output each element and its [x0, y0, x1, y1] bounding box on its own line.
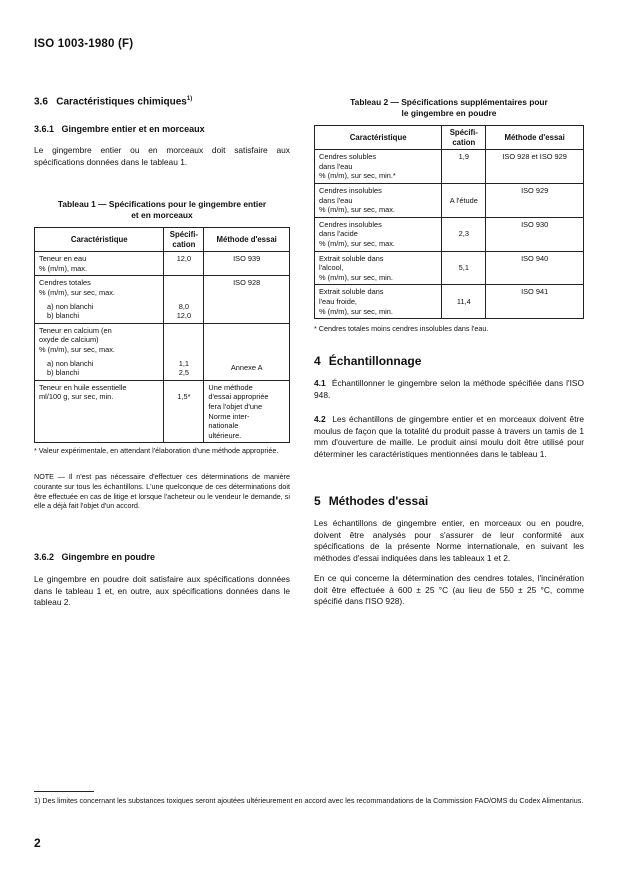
method-cell: ISO 941: [486, 285, 584, 319]
section-4-heading: [314, 354, 421, 368]
section-title: Échantillonnage: [328, 354, 422, 368]
cell-line: Norme inter-: [208, 411, 250, 421]
title-line: et en morceaux: [131, 210, 193, 220]
cell-line: 1,1: [178, 358, 190, 368]
method-cell: ISO 928 et ISO 929: [486, 150, 584, 184]
spec-cell: 5,1: [442, 251, 486, 285]
table-row: [315, 183, 584, 217]
section-title: Caractéristiques chimiques: [56, 96, 187, 108]
characteristic-cell: [35, 380, 164, 443]
spec-cell: 1,9: [442, 150, 486, 184]
cell-line: Une méthode: [208, 382, 253, 392]
section-5-heading: [314, 494, 428, 508]
section-3-6-heading: [34, 96, 192, 107]
cell-line: ml/100 g, sur sec, min.: [39, 392, 114, 402]
characteristic-cell: [315, 285, 442, 319]
characteristic-cell: [35, 323, 164, 380]
cell-line: b) blanchi: [47, 311, 80, 321]
cell-line: Teneur en eau: [39, 254, 87, 264]
col-header-specification: Spécifi- cation: [164, 228, 204, 252]
paragraph-number: 4.2: [314, 414, 326, 424]
section-title: Gingembre entier et en morceaux: [61, 124, 205, 134]
table-row: [35, 276, 290, 323]
cell-line: a) non blanchi: [47, 301, 94, 311]
title-line: le gingembre en poudre: [401, 108, 497, 118]
method-cell: ISO 939: [204, 252, 290, 276]
paragraph-5-b: En ce qui concerne la détermination des cendres totales, l'incinération doit être effectuée à 600 ± 25 °C (au lieu de 550 ± 25 °C, comme spécifié dans l'ISO 928).: [314, 573, 584, 607]
col-header-method: Méthode d'essai: [204, 228, 290, 252]
col-header-specification: Spécifi- cation: [442, 126, 486, 150]
spec-cell: A l'étude: [442, 183, 486, 217]
paragraph-4-2: [314, 414, 584, 460]
note-paragraph: NOTE — Il n'est pas nécessaire d'effectuer ces déterminations de manière courante sur tous les échantillons. L'une quelconque de ces déterminations doit être effectuée en cas de litige et lorsque l'acheteur ou le vendeur le demande, si elle a déjà fait l'objet d'un accord.: [34, 472, 290, 511]
cell-line: ultérieure.: [208, 430, 242, 440]
section-title: Gingembre en poudre: [61, 552, 156, 562]
paragraph-3-6-1: Le gingembre entier ou en morceaux doit satisfaire aux spécifications données dans le tableau 1.: [34, 145, 290, 167]
cell-line: % (m/m), sur sec, max.: [319, 238, 395, 248]
table-header-row: [315, 126, 584, 150]
cell-line: a) non blanchi: [47, 358, 94, 368]
cell-line: dans l'eau: [319, 161, 353, 171]
cell-line: % (m/m), sur sec, max.: [319, 205, 395, 215]
cell-line: Teneur en huile essentielle: [39, 382, 127, 392]
characteristic-cell: [315, 150, 442, 184]
section-3-6-1-heading: [34, 124, 205, 134]
cell-line: Cendres solubles: [319, 152, 377, 162]
title-line: Tableau 1 — Spécifications pour le gingembre entier: [57, 199, 267, 209]
paragraph-number: 4.1: [314, 378, 326, 388]
cell-line: 12,0: [176, 311, 192, 321]
table-2-title: [314, 97, 584, 119]
method-cell: ISO 929: [486, 183, 584, 217]
cell-line: dans l'acide: [319, 229, 358, 239]
cell-line: 1,5*: [177, 392, 191, 402]
cell-line: % (m/m), sur sec, max.: [39, 287, 115, 297]
paragraph-text: Échantillonner le gingembre selon la méthode spécifiée dans l'ISO 948.: [314, 378, 585, 400]
footnote-separator: [34, 791, 94, 792]
section-number: 3.6: [34, 96, 48, 108]
table-1: [34, 227, 290, 443]
characteristic-cell: [35, 252, 164, 276]
table-row: [35, 323, 290, 380]
table-row: [315, 285, 584, 319]
cell-line: 8,0: [178, 301, 190, 311]
table-2-footnote: * Cendres totales moins cendres insolubles dans l'eau.: [314, 324, 489, 333]
col-header-method: Méthode d'essai: [486, 126, 584, 150]
section-number: 5: [314, 494, 321, 508]
cell-line: % (m/m), sur sec, min.*: [319, 171, 396, 181]
paragraph-4-1: [314, 378, 584, 401]
title-line: Tableau 2 — Spécifications supplémentaires pour: [350, 97, 548, 107]
table-2: [314, 125, 584, 319]
page-footnote: 1) Des limites concernant les substances toxiques seront ajoutées ultérieurement en accord avec les recommandations de la Commission FAO/OMS du Codex Alimentarius.: [34, 796, 584, 805]
cell-line: % (m/m), sur sec, min.: [319, 272, 393, 282]
cell-line: % (m/m), sur sec, max.: [39, 344, 115, 354]
characteristic-cell: [35, 276, 164, 323]
cell-line: Cendres insolubles: [319, 185, 382, 195]
table-row: [315, 150, 584, 184]
cell-line: l'eau froide,: [319, 296, 357, 306]
section-number: 3.6.1: [34, 124, 55, 134]
characteristic-cell: [315, 183, 442, 217]
section-number: 4: [314, 354, 321, 368]
spec-cell: [164, 276, 204, 323]
characteristic-cell: [315, 217, 442, 251]
table-row: [315, 217, 584, 251]
spec-cell: [164, 323, 204, 380]
cell-line: oxyde de calcium): [39, 335, 99, 345]
cell-line: b) blanchi: [47, 368, 80, 378]
spec-cell: 2,3: [442, 217, 486, 251]
cell-line: % (m/m), sur sec, min.: [319, 306, 393, 316]
section-number: 3.6.2: [34, 552, 55, 562]
cell-line: fera l'objet d'une: [208, 401, 263, 411]
paragraph-text: Les échantillons de gingembre entier et en morceaux doivent être moulus de façon que la totalité du produit passe à travers un tamis de 1 mm d'ouverture de maille. Le produit ainsi moulu doit être utilisé pour déterminer les caractéristiques mentionnées dans le tableau 1.: [314, 414, 584, 459]
method-cell: ISO 928: [204, 276, 290, 323]
section-title: Méthodes d'essai: [328, 494, 429, 508]
method-cell: ISO 940: [486, 251, 584, 285]
cell-line: d'essai appropriée: [208, 392, 269, 402]
method-cell: Annexe A: [204, 323, 290, 380]
document-header: ISO 1003-1980 (F): [34, 38, 134, 50]
page-number: 2: [34, 836, 41, 850]
table-1-title: [34, 199, 290, 221]
characteristic-cell: [315, 251, 442, 285]
cell-line: 2,5: [178, 368, 190, 378]
method-cell: [204, 380, 290, 443]
spec-cell: 11,4: [442, 285, 486, 319]
col-header-characteristic: Caractéristique: [315, 126, 442, 150]
cell-line: Extrait soluble dans: [319, 287, 384, 297]
table-row: [35, 252, 290, 276]
footnote-mark: 1): [186, 96, 193, 102]
paragraph-3-6-2: Le gingembre en poudre doit satisfaire aux spécifications données dans le tableau 1 et, en outre, aux spécifications données dans le tableau 2.: [34, 574, 290, 608]
cell-line: Teneur en calcium (en: [39, 325, 112, 335]
section-3-6-2-heading: [34, 552, 155, 562]
spec-cell: [164, 380, 204, 443]
cell-line: dans l'eau: [319, 195, 353, 205]
spec-cell: 12,0: [164, 252, 204, 276]
table-1-footnote: * Valeur expérimentale, en attendant l'élaboration d'une méthode appropriée.: [34, 446, 279, 455]
cell-line: Extrait soluble dans: [319, 253, 384, 263]
cell-line: Cendres insolubles: [319, 219, 382, 229]
cell-line: % (m/m), max.: [39, 263, 88, 273]
cell-line: Cendres totales: [39, 278, 91, 288]
table-header-row: [35, 228, 290, 252]
method-cell: ISO 930: [486, 217, 584, 251]
table-row: [35, 380, 290, 443]
paragraph-5-a: Les échantillons de gingembre entier, en morceaux ou en poudre, doivent être analysés pour s'assurer de leur conformité aux spécifications de la présente Norme internationale, en suivant les méthodes d'essai indiquées dans les tableaux 1 et 2.: [314, 518, 584, 563]
cell-line: nationale: [208, 421, 239, 431]
table-row: [315, 251, 584, 285]
col-header-characteristic: Caractéristique: [35, 228, 164, 252]
cell-line: l'alcool,: [319, 263, 344, 273]
